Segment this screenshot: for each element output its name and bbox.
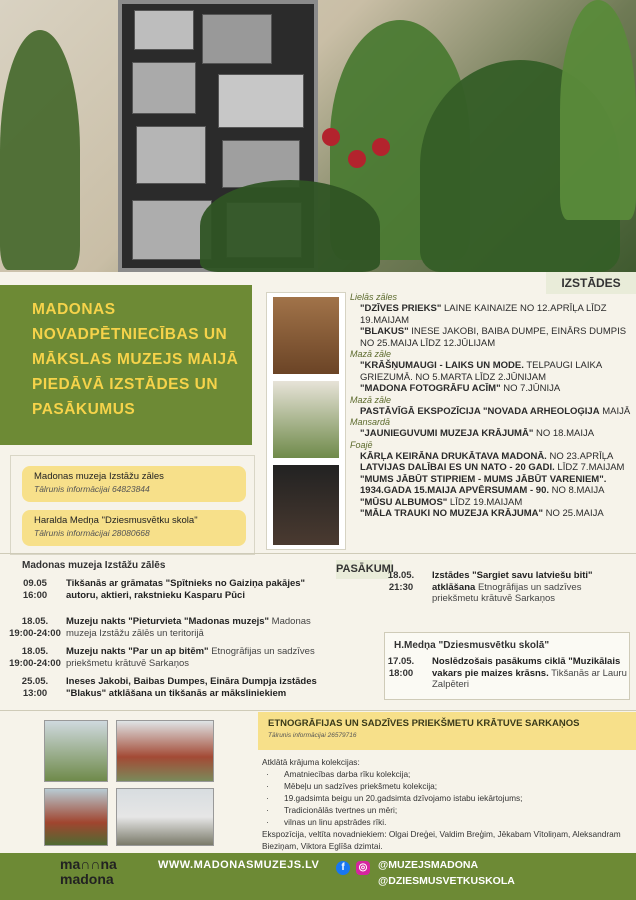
- exhibition-name: "MŪSU ALBUMOS": [360, 496, 448, 508]
- page-title: MADONAS NOVADPĒTNIECĪBAS UN MĀKSLAS MUZEJS MAIJĀ PIEDĀVĀ IZSTĀDES UN PASĀKUMUS: [32, 301, 239, 418]
- exhibition-name: "MĀLA TRAUKI NO MUZEJA KRĀJUMA": [360, 508, 543, 519]
- events-right-title: H.Medņa "Dziesmusvētku skolā": [394, 640, 550, 651]
- exhibition-name: "MADONA FOTOGRĀFU ACĪM": [360, 383, 501, 394]
- exhibition-dates: NO 25.MAIJA: [543, 508, 604, 519]
- event-date: 17.05.: [387, 656, 415, 667]
- event-datetime: [372, 570, 430, 593]
- event-desc: [432, 570, 628, 605]
- etno-intro: Atklātā krājuma kolekcijas:: [262, 757, 360, 767]
- event-datetime: [6, 616, 64, 639]
- social-handle[interactable]: @MUZEJSMADONA: [378, 859, 479, 871]
- event-title: Ineses Jakobi, Baibas Dumpes, Eināra Dumpja izstādes "Blakus" atklāšana un tikšanās ar māksliniekiem: [66, 676, 317, 699]
- exhibition-item: [350, 451, 635, 463]
- event-datetime: [6, 646, 64, 669]
- location-name: Madonas muzeja Izstāžu zāles: [34, 471, 164, 482]
- exhibition-item: [350, 485, 635, 497]
- hero-photo: [0, 0, 636, 272]
- event-date: 18.05.: [21, 616, 49, 627]
- exhibition-dates: LĪDZ 19.MAIJAM: [447, 496, 523, 508]
- event-title: Muzeju nakts "Par un ap bitēm": [66, 646, 209, 657]
- building-photo: [44, 788, 108, 846]
- event-detail: Etnogrāfijas un sadzīves priekšmetu krātuvē Sarkaņos: [432, 581, 582, 604]
- event-detail: Etnogrāfijas un sadzīves priekšmetu krātuvē Sarkaņos: [66, 646, 315, 669]
- events-left-title: Madonas muzeja Izstāžu zālēs: [22, 560, 166, 571]
- etno-list: [262, 756, 632, 852]
- exhibition-name: "JAUNIEGUVUMI MUZEJA KRĀJUMĀ": [360, 428, 534, 439]
- etno-title: ETNOGRĀFIJAS UN SADZĪVES PRIEKŠMETU KRĀTUVE SARKAŅOS: [268, 718, 580, 729]
- location-phone: Tālrunis informācijai 28080668: [34, 528, 150, 538]
- event-title: Noslēdzošais pasākums ciklā "Muzikālais vakars pie maizes krāsns.: [432, 656, 621, 679]
- headline-box: [0, 285, 252, 445]
- exhibition-item: [350, 462, 635, 474]
- exhibition-item: [350, 406, 635, 418]
- collection-item: · Tradicionālās tvertnes un mēri;: [262, 804, 632, 816]
- event-time: 16:00: [22, 589, 48, 601]
- exhibition-dates: LAINE KAINAIZE NO 12.APRĪĻA LĪDZ 19.MAIJAM: [360, 303, 607, 326]
- exhibition-item: [350, 326, 635, 349]
- exhibition-item: [350, 508, 635, 520]
- event-detail: Tikšanās ar Lauru Zalpēteri: [432, 667, 627, 690]
- exhibition-section: Mazā zāle: [350, 349, 392, 359]
- building-photo: [44, 720, 108, 782]
- exhibition-section: Foajē: [350, 439, 373, 450]
- event-time: 18:00: [388, 667, 414, 679]
- etno-header: [258, 712, 636, 750]
- building-photo: [116, 788, 214, 846]
- exhibition-name: 1934.GADA 15.MAIJA APVĒRSUMAM - 90.: [360, 485, 549, 496]
- costumes-photo: [273, 465, 339, 545]
- izstades-tab: IZSTĀDES: [546, 272, 636, 294]
- exhibition-dates: NO 7.JŪNIJA: [500, 383, 561, 394]
- exhibition-item: [350, 497, 635, 509]
- exhibition-name: KĀRĻA KEIRĀNA DRUKĀTAVA MADONĀ.: [360, 450, 547, 462]
- exhibition-dates: NO 23.APRĪĻA: [546, 450, 614, 462]
- event-datetime: [372, 656, 430, 679]
- etno-phone: Tālrunis informācijai 26579716: [268, 732, 357, 739]
- event-date: 18.05.: [387, 570, 415, 581]
- exhibition-item: [350, 360, 635, 383]
- event-date: 09.05: [23, 578, 47, 589]
- event-time: 19:00-24:00: [9, 627, 61, 639]
- event-desc: [66, 578, 330, 601]
- exhibition-name: "KRĀŠŅUMAUGI - LAIKS UN MODE.: [360, 360, 524, 371]
- event-detail: Madonas muzeja Izstāžu zālēs un teritorijā: [66, 616, 311, 639]
- plants-photo: [273, 381, 339, 458]
- exhibition-dates: NO 18.MAIJA: [533, 428, 595, 439]
- exhibition-item: [350, 303, 635, 326]
- location-card: [22, 510, 246, 546]
- exhibition-name: "MUMS JĀBŪT STIPRIEM - MUMS JĀBŪT VARENIEM".: [360, 473, 607, 485]
- event-desc: [432, 656, 628, 691]
- exhibition-dates: NO 8.MAIJA: [549, 485, 605, 496]
- instagram-icon[interactable]: ◎: [356, 861, 370, 875]
- exhibition-dates: TELPAUGI LAIKA GRIEZUMĀ. NO 5.MARTA LĪDZ 2.JŪNIJAM: [360, 360, 602, 383]
- exhibition-name: PASTĀVĪGĀ EKSPOZĪCIJA "NOVADA ARHEOLOĢIJA: [360, 405, 600, 417]
- exhibition-section: Mazā zāle: [350, 394, 392, 405]
- etno-outro: Ekspozīcija, veltīta novadniekiem: Olgai Dreģei, Valdim Breģim, Jēkabam Vītoliņam, Aleksandram Bieziņam, Viktora Eglīša dzimtai.: [262, 829, 621, 851]
- madona-logo: ma∩∩na madona: [60, 856, 117, 887]
- social-handle[interactable]: @DZIESMUSVETKUSKOLA: [378, 875, 515, 887]
- exhibition-dates: LĪDZ 7.MAIJAM: [554, 462, 625, 473]
- event-datetime: [6, 676, 64, 699]
- pottery-photo: [273, 297, 339, 374]
- collection-item: · Amatniecības darba rīku kolekcija;: [262, 768, 632, 780]
- website-link[interactable]: WWW.MADONASMUZEJS.LV: [158, 859, 320, 871]
- exhibition-dates: MAIJĀ: [599, 405, 631, 417]
- event-time: 19:00-24:00: [9, 657, 61, 669]
- event-time: 13:00: [22, 687, 48, 699]
- pasakumi-tab: PASĀKUMI: [336, 560, 392, 579]
- exhibition-name: "DZĪVES PRIEKS": [360, 303, 442, 314]
- location-name: Haralda Medņa "Dziesmusvētku skola": [34, 515, 198, 526]
- event-title: Izstādes "Sargiet savu latviešu biti" atklāšana: [432, 570, 593, 593]
- event-datetime: [6, 578, 64, 601]
- exhibition-item: [350, 428, 635, 440]
- building-photo: [116, 720, 214, 782]
- facebook-icon[interactable]: f: [336, 861, 350, 875]
- collection-item: · vilnas un linu apstrādes rīki.: [262, 816, 632, 828]
- exhibition-item: [350, 474, 635, 486]
- event-desc: [66, 676, 330, 699]
- event-title: Muzeju nakts "Pieturvieta "Madonas muzejs": [66, 616, 270, 627]
- event-desc: [66, 616, 330, 639]
- collection-item: · Mēbeļu un sadzīves priekšmetu kolekcija;: [262, 780, 632, 792]
- exhibition-name: LATVIJAS DALĪBAI ES UN NATO - 20 GADI.: [360, 462, 555, 473]
- location-phone: Tālrunis informācijai 64823844: [34, 484, 150, 494]
- event-time: 21:30: [388, 581, 414, 593]
- exhibition-section: Mansardā: [350, 417, 391, 427]
- event-date: 25.05.: [21, 676, 49, 687]
- collection-item: · 19.gadsimta beigu un 20.gadsimta dzīvojamo istabu iekārtojums;: [262, 792, 632, 804]
- footer: [0, 853, 636, 900]
- exhibition-dates: INESE JAKOBI, BAIBA DUMPE, EINĀRS DUMPIS NO 25.MAIJA LĪDZ 12.JŪLIJAM: [360, 326, 627, 349]
- location-card: [22, 466, 246, 502]
- exhibition-name: "BLAKUS": [360, 326, 409, 337]
- exhibit-photos: [266, 292, 346, 550]
- building-photos: [44, 720, 214, 848]
- event-title: Tikšanās ar grāmatas "Spītnieks no Gaiziņa pakājes" autoru, aktieri, rakstnieku Kasparu Pūci: [66, 578, 306, 601]
- exhibition-section: Lielās zāles: [350, 292, 398, 302]
- event-desc: [66, 646, 330, 669]
- event-date: 18.05.: [21, 646, 49, 657]
- exhibitions-list: [350, 292, 635, 520]
- exhibition-item: [350, 383, 635, 395]
